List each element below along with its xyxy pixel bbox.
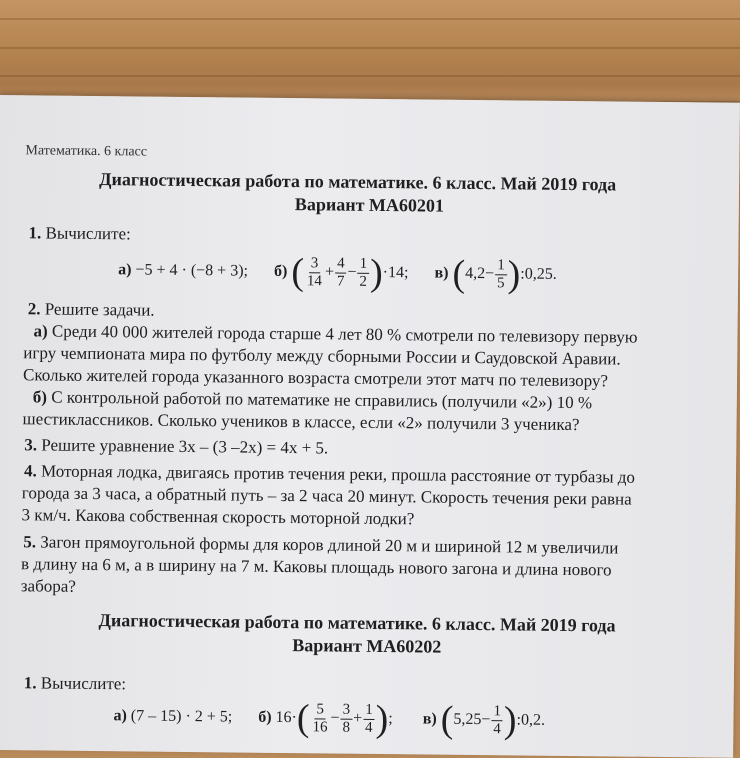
fraction: $\frac{1}{4}$ xyxy=(493,702,502,737)
subtask-label-b: б) xyxy=(273,262,288,281)
right-paren: ) xyxy=(369,251,383,295)
task-number: 4. xyxy=(23,461,37,481)
subtask-label-a: а) xyxy=(113,707,127,725)
right-paren: ) xyxy=(375,697,389,741)
text-line: Загон прямоугольной формы для коров длиной 20 м и шириной 12 м увеличили xyxy=(40,532,619,558)
expression-part: 4,2− xyxy=(465,264,495,283)
subtask-label-a: а) xyxy=(33,321,48,341)
fraction: $\frac{3}{14}$ xyxy=(306,254,322,289)
task-number: 3. xyxy=(24,435,38,455)
page-header: Математика. 6 класс xyxy=(25,143,148,160)
subtask-label-b: б) xyxy=(258,708,272,726)
v2-task1-expressions xyxy=(113,692,545,745)
text-line: Среди 40 000 жителей города старше 4 лет 80 % смотрели по телевизору первую xyxy=(51,321,638,347)
subtask-label-b: б) xyxy=(32,387,48,407)
text-line: 3 км/ч. Какова собственная скорость моторной лодки? xyxy=(21,505,415,529)
task-number: 1. xyxy=(23,673,37,693)
task1-heading xyxy=(28,223,130,244)
variant1-title: Диагностическая работа по математике. 6 класс. Май 2019 года xyxy=(99,169,617,195)
left-paren: ( xyxy=(452,252,466,295)
expression-tail: :0,2. xyxy=(516,711,546,729)
task-number: 1. xyxy=(28,223,42,243)
left-paren: ( xyxy=(291,251,305,294)
task-text: Решите уравнение 3x – (3 –2x) = 4x + 5. xyxy=(41,435,329,458)
subtask-label-c: в) xyxy=(422,710,437,728)
expression-tail: ·14; xyxy=(382,264,409,282)
variant1-code: Вариант МА60201 xyxy=(294,194,445,216)
subtask-label-c: в) xyxy=(434,264,449,282)
variant2-code: Вариант МА60202 xyxy=(292,635,442,657)
expression-part: 16· xyxy=(275,708,298,727)
text-line: С контрольной работой по математике не справились (получили «2») 10 % xyxy=(51,387,593,413)
variant2-title: Диагностическая работа по математике. 6 класс. Май 2019 года xyxy=(98,610,616,636)
fraction: $\frac{1}{5}$ xyxy=(496,256,505,291)
text-line: города за 3 часа, а обратный путь – за 2 часа 20 минут. Скорость течения реки равна xyxy=(21,483,632,509)
expression-a: (7 – 15) · 2 + 5; xyxy=(130,707,233,726)
task-number: 5. xyxy=(23,532,37,552)
text-line: в длину на 6 м, а в ширину на 7 м. Каковы площадь нового загона и длина нового xyxy=(20,554,612,580)
text-line: Сколько жителей города указанного возраста смотрели этот матч по телевизору? xyxy=(22,365,609,391)
v2-task1-heading xyxy=(24,673,126,694)
task-heading-text: Решите задачи. xyxy=(44,299,155,320)
task2-heading xyxy=(28,299,155,320)
right-paren: ) xyxy=(507,253,521,296)
subtask-label-a: а) xyxy=(118,261,132,279)
fraction: $\frac{5}{16}$ xyxy=(312,700,328,735)
task-number: 2. xyxy=(27,299,41,319)
fraction: $\frac{1}{4}$ xyxy=(364,701,373,736)
operator: + xyxy=(353,709,363,727)
expression-tail: :0,25. xyxy=(520,265,557,283)
text-line: забора? xyxy=(20,576,76,596)
operator: − xyxy=(330,709,340,727)
task1-expressions xyxy=(118,246,557,299)
fraction: $\frac{1}{2}$ xyxy=(359,255,368,290)
text-line: игру чемпионата мира по футболу между сборными России и Саудовской Аравии. xyxy=(23,343,621,369)
expression-b xyxy=(275,697,419,741)
left-paren: ( xyxy=(296,697,310,740)
text-line: Моторная лодка, двигаясь против течения реки, прошла расстояние от турбазы до xyxy=(40,461,636,487)
operator: + xyxy=(324,263,335,281)
task3 xyxy=(24,435,328,458)
expression-c xyxy=(440,698,546,742)
expression-c xyxy=(452,252,557,296)
text-line: шестиклассников. Сколько учеников в классе, если «2» получили 3 ученика? xyxy=(22,409,580,435)
operator: − xyxy=(347,263,357,281)
right-paren: ) xyxy=(503,699,517,742)
expression-b xyxy=(291,251,431,295)
task-heading-text: Вычислите: xyxy=(40,673,127,694)
exam-sheet xyxy=(0,95,740,758)
fraction: $\frac{4}{7}$ xyxy=(336,255,345,290)
fraction: $\frac{3}{8}$ xyxy=(342,701,351,736)
left-paren: ( xyxy=(440,698,454,741)
expression-tail: ; xyxy=(388,710,393,728)
expression-a: −5 + 4 · (−8 + 3); xyxy=(135,261,249,280)
expression-part: 5,25− xyxy=(453,710,491,729)
task-heading-text: Вычислите: xyxy=(45,223,131,244)
